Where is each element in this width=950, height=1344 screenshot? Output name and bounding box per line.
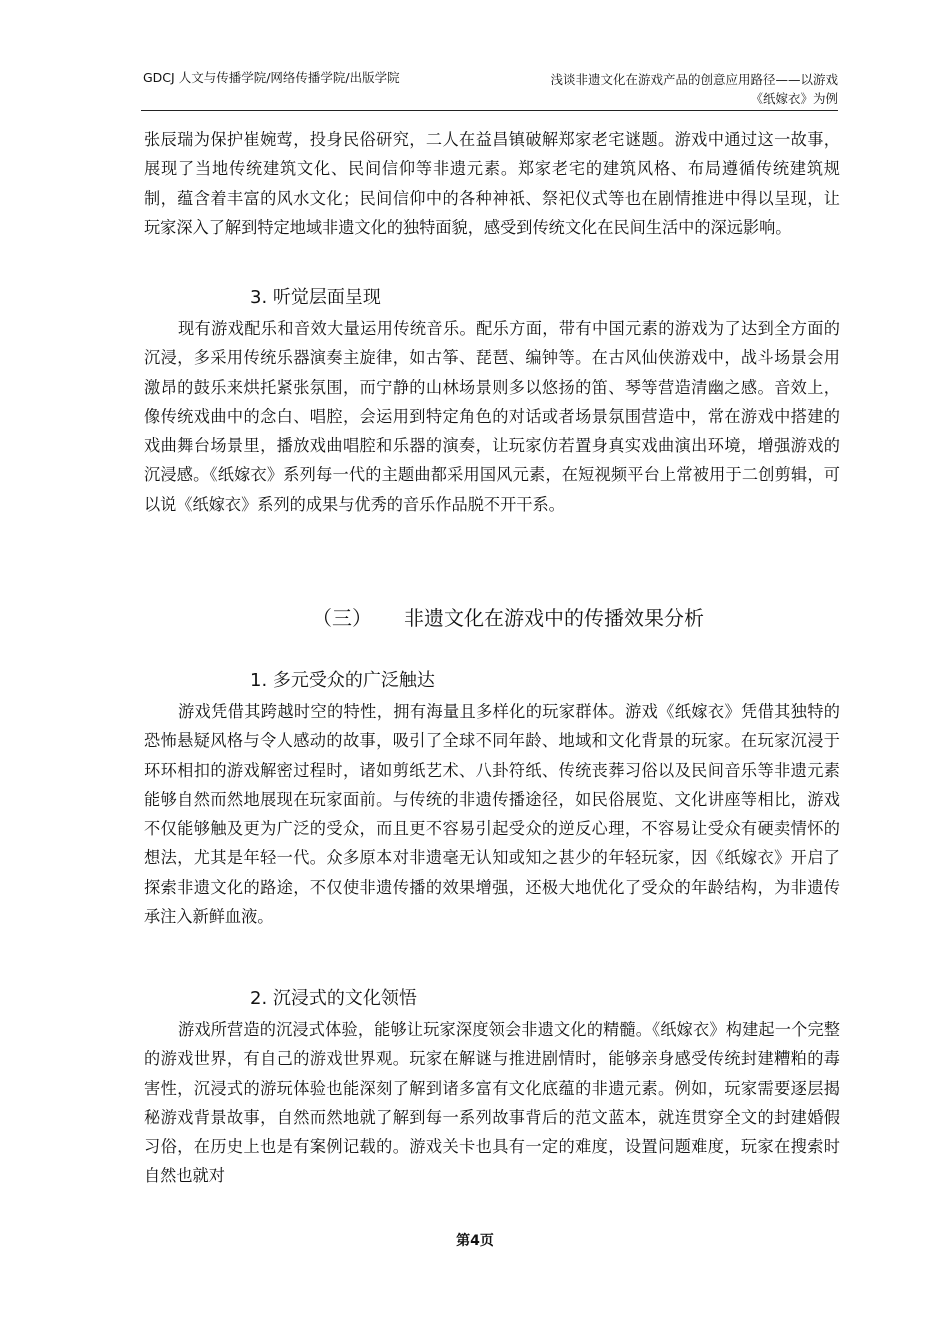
header-divider [141, 110, 838, 111]
subheading-audio: 3. 听觉层面呈现 [250, 287, 381, 308]
subheading-reach: 1. 多元受众的广泛触达 [250, 670, 435, 691]
header-right-text [478, 70, 838, 108]
section-number: （三） [312, 606, 372, 630]
paragraph-2: 现有游戏配乐和音效大量运用传统音乐。配乐方面，带有中国元素的游戏为了达到全方面的沉浸，多采用传统乐器演奏主旋律，如古筝、琵琶、编钟等。在古风仙侠游戏中，战斗场景会用激昂的鼓乐来烘托紧张氛围，而宁静的山林场景则多以悠扬的笛、琴等营造清幽之感。音效上，像传统戏曲中的念白、唱腔，会运用到特定角色的对话或者场景氛围营造中，常在游戏中搭建的戏曲舞台场景里，播放戏曲唱腔和乐器的演奏，让玩家仿若置身真实戏曲演出环境，增强游戏的沉浸感。《纸嫁衣》系列每一代的主题曲都采用国风元素，在短视频平台上常被用于二创剪辑，可以说《纸嫁衣》系列的成果与优秀的音乐作品脱不开干系。 [144, 319, 840, 514]
paragraph-3: 游戏凭借其跨越时空的特性，拥有海量且多样化的玩家群体。游戏《纸嫁衣》凭借其独特的恐怖悬疑风格与令人感动的故事，吸引了全球不同年龄、地域和文化背景的玩家。在玩家沉浸于环环相扣的游戏解密过程时，诸如剪纸艺术、八卦符纸、传统丧葬习俗以及民间音乐等非遗元素能够自然而然地展现在玩家面前。与传统的非遗传播途径，如民俗展览、文化讲座等相比，游戏不仅能够触及更为广泛的受众，而且更不容易引起受众的逆反心理，不容易让受众有硬卖情怀的想法，尤其是年轻一代。众多原本对非遗毫无认知或知之甚少的年轻玩家，因《纸嫁衣》开启了探索非遗文化的路途，不仅使非遗传播的效果增强，还极大地优化了受众的年龄结构，为非遗传承注入新鲜血液。 [144, 702, 840, 927]
page-number: 第4页 [456, 1233, 494, 1249]
subheading-immersive: 2. 沉浸式的文化领悟 [250, 988, 417, 1009]
paragraph-4: 游戏所营造的沉浸式体验，能够让玩家深度领会非遗文化的精髓。《纸嫁衣》构建起一个完整的游戏世界，有自己的游戏世界观。玩家在解谜与推进剧情时，能够亲身感受传统封建糟粕的毒害性，沉浸式的游玩体验也能深刻了解到诸多富有文化底蕴的非遗元素。例如，玩家需要逐层揭秘游戏背景故事，自然而然地就了解到每一系列故事背后的范文蓝本，就连贯穿全文的封建婚假习俗，在历史上也是有案例记载的。游戏关卡也具有一定的难度，设置问题难度，玩家在搜索时自然也就对 [144, 1020, 840, 1186]
header-left-text: GDCJ 人文与传播学院/网络传播学院/出版学院 [143, 70, 400, 85]
header-title-line2: 《纸嫁衣》为例 [750, 91, 838, 106]
section-title: 非遗文化在游戏中的传播效果分析 [404, 606, 704, 630]
section-heading [312, 604, 704, 632]
header-title-line1: 浅谈非遗文化在游戏产品的创意应用路径——以游戏 [550, 72, 838, 87]
paragraph-1: 张辰瑞为保护崔婉莺，投身民俗研究，二人在益昌镇破解郑家老宅谜题。游戏中通过这一故事，展现了当地传统建筑文化、民间信仰等非遗元素。郑家老宅的建筑风格、布局遵循传统建筑规制，蕴含着丰富的风水文化；民间信仰中的各种神祇、祭祀仪式等也在剧情推进中得以呈现，让玩家深入了解到特定地域非遗文化的独特面貌，感受到传统文化在民间生活中的深远影响。 [144, 130, 840, 237]
